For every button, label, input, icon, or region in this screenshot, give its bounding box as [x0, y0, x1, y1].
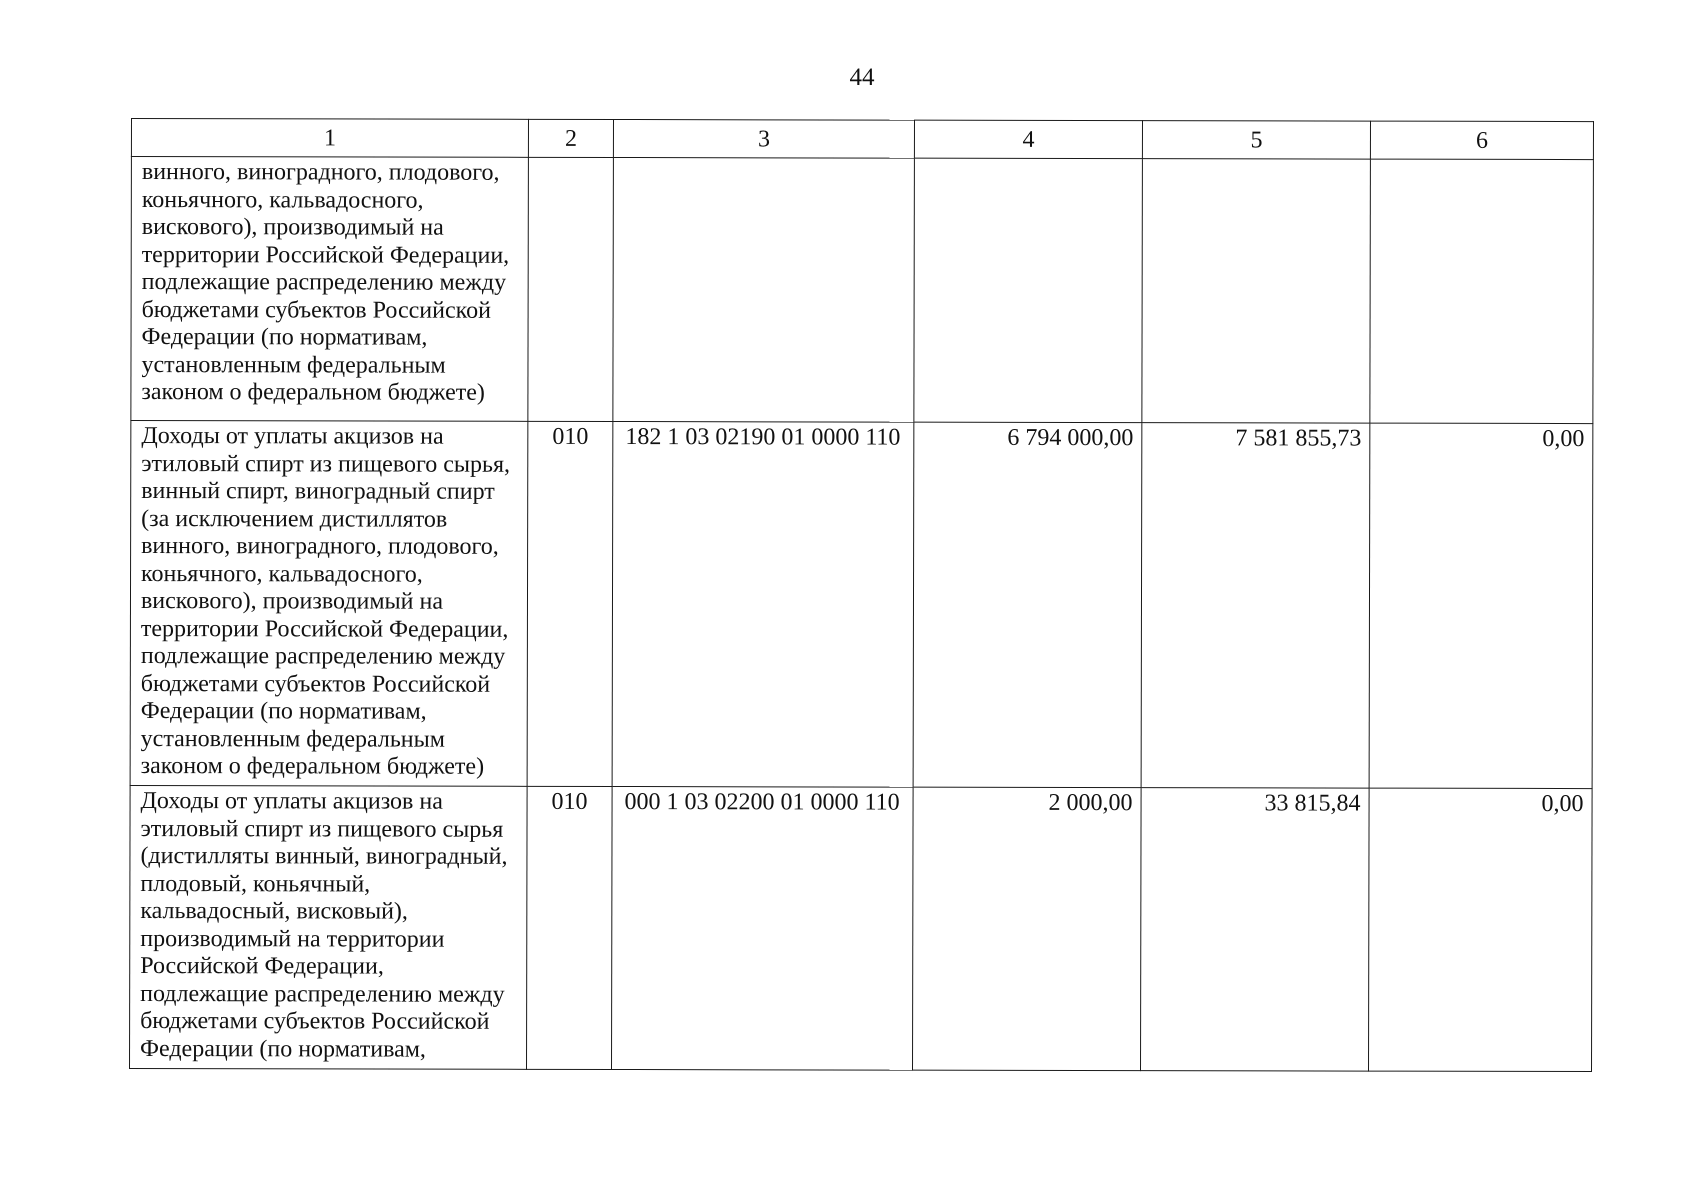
- line-code-cell: 010: [527, 421, 613, 786]
- table-row: [130, 421, 1593, 789]
- row-description-cell: Доходы от уплаты акцизов на этиловый спирт из пищевого сырья (дистилляты винный, виноградный, плодовый, коньячный, кальвадосный, висковый), производимый на территории Российской Федерации, подлежащие распределению между бюджетами субъектов Российской Федерации (по нормативам,: [130, 785, 528, 1069]
- executed-amount-cell: 33 815,84: [1141, 788, 1370, 1071]
- line-code-cell: 010: [527, 786, 613, 1069]
- executed-amount-cell: [1142, 159, 1371, 423]
- column-header: 2: [528, 119, 613, 157]
- column-header: 1: [131, 119, 528, 158]
- table-row: [130, 785, 1593, 1071]
- column-header: 4: [914, 120, 1142, 158]
- row-description-cell: винного, виноградного, плодового, коньячного, кальвадосного, вискового), производимый на территории Российской Федерации, подлежащие распределению между бюджетами субъектов Российской Федерации (по нормативам, установленным федеральным законом о федеральном бюджете): [131, 157, 529, 422]
- budget-classification-code-cell: 000 1 03 02200 01 0000 110: [612, 787, 914, 1071]
- approved-amount-cell: [914, 158, 1143, 422]
- page-number: 44: [849, 64, 875, 91]
- column-6-amount-cell: 0,00: [1369, 788, 1593, 1071]
- column-header: 6: [1370, 121, 1593, 159]
- budget-classification-code-cell: 182 1 03 02190 01 0000 110: [612, 422, 914, 788]
- column-6-amount-cell: 0,00: [1369, 423, 1593, 788]
- column-6-amount-cell: [1370, 159, 1594, 423]
- column-header: 3: [613, 120, 914, 159]
- column-header: 5: [1142, 121, 1370, 159]
- column-number-header-row: [131, 119, 1593, 160]
- table-row: [131, 157, 1594, 424]
- approved-amount-cell: 6 794 000,00: [913, 422, 1142, 787]
- line-code-cell: [528, 157, 614, 421]
- budget-revenue-table: [129, 118, 1594, 1072]
- approved-amount-cell: 2 000,00: [913, 787, 1142, 1070]
- executed-amount-cell: 7 581 855,73: [1141, 423, 1370, 788]
- row-description-cell: Доходы от уплаты акцизов на этиловый спирт из пищевого сырья, винный спирт, виноградный спирт (за исключением дистиллятов винного, виноградного, плодового, коньячного, кальвадосного, вискового), производимый на территории Российской Федерации, подлежащие распределению между бюджетами субъектов Российской Федерации (по нормативам, установленным федеральным законом о федеральном бюджете): [130, 421, 528, 787]
- budget-classification-code-cell: [613, 158, 915, 423]
